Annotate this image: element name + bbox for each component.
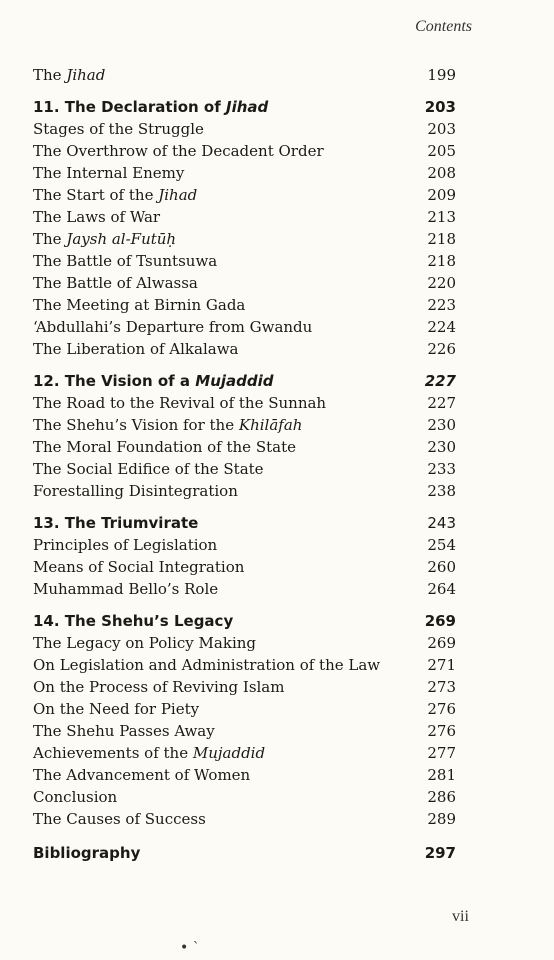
toc-title-italic: Mujaddid	[195, 372, 274, 390]
toc-entry-title	[33, 162, 184, 184]
toc-page-number: 213	[427, 208, 456, 226]
toc-section-entry	[33, 534, 456, 556]
toc-title-text: The Causes of Success	[33, 810, 206, 828]
toc-section-entry	[33, 414, 456, 436]
toc-entry-title	[33, 294, 245, 316]
toc-title-text: Bibliography	[33, 844, 141, 862]
toc-page-number: 243	[427, 514, 456, 532]
stray-mark: • `	[180, 940, 200, 956]
toc-section-entry	[33, 250, 456, 272]
toc-chapter-entry	[33, 610, 456, 632]
toc-title-text: ‘Abdullahi’s Departure from Gwandu	[33, 318, 313, 336]
toc-page-number: 230	[427, 416, 456, 434]
toc-entry-title	[33, 556, 244, 578]
toc-page-number: 224	[427, 318, 456, 336]
toc-page-number: 203	[427, 120, 456, 138]
toc-section-entry	[33, 786, 456, 808]
toc-page-number: 276	[427, 722, 456, 740]
toc-entry-title	[33, 338, 238, 360]
toc-section-entry	[33, 480, 456, 502]
toc-entry-title	[33, 370, 274, 392]
toc-chapter-entry	[33, 842, 456, 864]
toc-section-entry	[33, 294, 456, 316]
toc-section-entry	[33, 698, 456, 720]
toc-page-number: 269	[427, 634, 456, 652]
toc-section-entry	[33, 118, 456, 140]
toc-entry-title	[33, 720, 215, 742]
toc-section-entry	[33, 162, 456, 184]
running-head: Contents	[415, 18, 472, 35]
toc-title-text: Achievements of the	[33, 744, 193, 762]
toc-section-entry	[33, 184, 456, 206]
toc-entry-title	[33, 250, 217, 272]
toc-page-number: 233	[427, 460, 456, 478]
toc-page-number: 289	[427, 810, 456, 828]
toc-page-number: 277	[427, 744, 456, 762]
toc-title-text: The Road to the Revival of the Sunnah	[33, 394, 327, 412]
toc-page-number: 264	[427, 580, 456, 598]
toc-title-text: The Laws of War	[33, 208, 161, 226]
toc-section-entry	[33, 676, 456, 698]
toc-page-number: 227	[427, 394, 456, 412]
toc-section-entry	[33, 316, 456, 338]
toc-page-number: 271	[427, 656, 456, 674]
toc-entry-title	[33, 118, 204, 140]
toc-title-text: The Battle of Alwassa	[33, 274, 198, 292]
toc-page-number: 273	[427, 678, 456, 696]
toc-entry-title	[33, 206, 160, 228]
toc-entry-title	[33, 272, 198, 294]
toc-title-text: 11. The Declaration of	[33, 98, 226, 116]
toc-title-text: 13. The Triumvirate	[33, 514, 199, 532]
toc-entry-title	[33, 480, 238, 502]
toc-page-number: 203	[424, 98, 456, 116]
toc-page-number: 208	[427, 164, 456, 182]
toc-entry-title	[33, 436, 296, 458]
toc-title-text: 14. The Shehu’s Legacy	[33, 612, 234, 630]
toc-title-text: The	[33, 66, 67, 84]
toc-entry-title	[33, 228, 176, 250]
toc-entry-title	[33, 742, 265, 764]
toc-page-number: 218	[427, 252, 456, 270]
toc-page-number: 276	[427, 700, 456, 718]
toc-chapter-entry	[33, 512, 456, 534]
toc-section-entry	[33, 458, 456, 480]
toc-entry-title	[33, 842, 140, 864]
toc-page-number: 254	[427, 536, 456, 554]
toc-entry-title	[33, 786, 117, 808]
toc-title-text: The Start of the	[33, 186, 159, 204]
toc-entry-title	[33, 578, 218, 600]
toc-title-text: Stages of the Struggle	[33, 120, 204, 138]
toc-title-text: The Legacy on Policy Making	[33, 634, 257, 652]
toc-section-entry	[33, 808, 456, 830]
toc-title-italic: Jaysh al-Futūḥ	[66, 230, 177, 248]
toc-title-text: On Legislation and Administration of the Law	[33, 656, 381, 674]
toc-chapter-entry	[33, 370, 456, 392]
toc-section-entry	[33, 338, 456, 360]
toc-entry-title	[33, 764, 250, 786]
toc-section-entry	[33, 228, 456, 250]
toc-section-entry	[33, 392, 456, 414]
toc-title-text: The Liberation of Alkalawa	[33, 340, 239, 358]
toc-entry-title	[33, 184, 197, 206]
toc-entry-title	[33, 96, 268, 118]
toc-section-entry	[33, 578, 456, 600]
toc-chapter-entry	[33, 96, 456, 118]
toc-page-number: 218	[427, 230, 456, 248]
toc-title-text: Conclusion	[33, 788, 118, 806]
toc-title-text: On the Need for Piety	[33, 700, 200, 718]
toc-title-text: Muhammad Bello’s Role	[33, 580, 219, 598]
toc-section-entry	[33, 140, 456, 162]
toc-entry-title	[33, 512, 198, 534]
toc-entry-title	[33, 534, 217, 556]
toc-page-number: 297	[424, 844, 456, 862]
toc-title-text: On the Process of Reviving Islam	[33, 678, 285, 696]
table-of-contents	[33, 60, 456, 864]
toc-page-number: 205	[427, 142, 456, 160]
toc-title-text: 12. The Vision of a	[33, 372, 196, 390]
toc-page-number: 223	[427, 296, 456, 314]
toc-entry-title	[33, 654, 380, 676]
toc-section-entry	[33, 436, 456, 458]
toc-title-text: Forestalling Disintegration	[33, 482, 238, 500]
toc-section-entry	[33, 720, 456, 742]
toc-title-text: Principles of Legislation	[33, 536, 218, 554]
toc-title-italic: Jihad	[158, 186, 198, 204]
toc-title-text: The Advancement of Women	[33, 766, 251, 784]
toc-section-entry	[33, 272, 456, 294]
toc-entry-title	[33, 64, 105, 86]
toc-title-text: The Internal Enemy	[33, 164, 185, 182]
toc-section-entry	[33, 556, 456, 578]
toc-page-number: 227	[424, 372, 456, 390]
toc-entry-title	[33, 808, 206, 830]
toc-title-text: The Moral Foundation of the State	[33, 438, 296, 456]
toc-entry-title	[33, 140, 324, 162]
toc-title-italic: Jihad	[66, 66, 106, 84]
toc-section-entry	[33, 206, 456, 228]
toc-title-italic: Mujaddid	[192, 744, 266, 762]
toc-entry-title	[33, 632, 256, 654]
toc-page-number: 230	[427, 438, 456, 456]
toc-title-text: The Overthrow of the Decadent Order	[33, 142, 324, 160]
toc-page-number: 238	[427, 482, 456, 500]
toc-entry-title	[33, 458, 264, 480]
toc-entry-title	[33, 610, 233, 632]
toc-entry-title	[33, 698, 199, 720]
toc-section-entry	[33, 654, 456, 676]
toc-section-entry	[33, 632, 456, 654]
toc-section-entry	[33, 742, 456, 764]
toc-entry-title	[33, 392, 326, 414]
toc-page-number: 226	[427, 340, 456, 358]
toc-title-italic: Jihad	[225, 98, 269, 116]
toc-entry-title	[33, 414, 302, 436]
toc-section-entry	[33, 764, 456, 786]
toc-title-text: Means of Social Integration	[33, 558, 245, 576]
toc-page-number: 209	[427, 186, 456, 204]
toc-page-number: 269	[424, 612, 456, 630]
toc-page-number: 260	[427, 558, 456, 576]
toc-page-number: 286	[427, 788, 456, 806]
toc-title-text: The Shehu Passes Away	[33, 722, 215, 740]
toc-page-number: 281	[427, 766, 456, 784]
toc-page-number: 199	[427, 66, 456, 84]
toc-title-text: The Social Edifice of the State	[33, 460, 264, 478]
toc-entry-title	[33, 316, 312, 338]
toc-title-text: The Shehu’s Vision for the	[33, 416, 239, 434]
toc-title-text: The	[33, 230, 67, 248]
toc-title-text: The Meeting at Birnin Gada	[33, 296, 246, 314]
toc-title-text: The Battle of Tsuntsuwa	[33, 252, 218, 270]
toc-section-entry	[33, 64, 456, 86]
page-folio: vii	[452, 908, 469, 925]
toc-title-italic: Khilāfah	[238, 416, 303, 434]
toc-entry-title	[33, 676, 284, 698]
toc-page-number: 220	[427, 274, 456, 292]
